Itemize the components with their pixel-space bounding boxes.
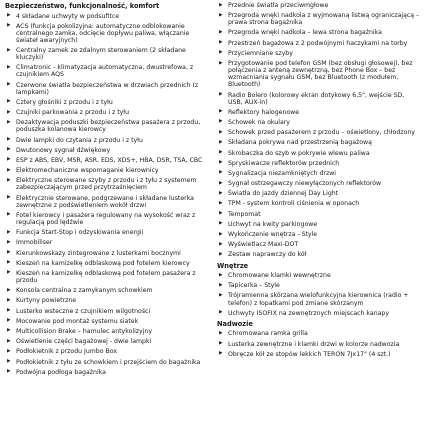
list-item-text: Chromowane klamki wewnętrzne (228, 272, 331, 280)
play-arrow-icon: ▶ (7, 239, 11, 245)
play-arrow-icon: ▶ (7, 82, 11, 88)
list-item (5, 239, 209, 246)
list-item-text: Spryskiwacze reflektorów przednich (228, 159, 340, 167)
list-item (5, 13, 209, 20)
play-arrow-icon: ▶ (219, 190, 223, 196)
list-item (5, 64, 209, 78)
list-item (217, 310, 420, 317)
list-item-text: Lusterka zewnętrzne i klamki drzwi w kolorze nadwozia (228, 340, 400, 348)
list-item-text: Lusterko wsteczne z czujnikiem wilgotności (16, 307, 151, 315)
list-item (217, 160, 420, 167)
list-item (217, 211, 420, 218)
list-item-text: Skrobaczka do szyb w pokrywie wlewu paliwa (228, 149, 370, 157)
list-item (5, 348, 209, 355)
list-item-text: Cztery głośniki z przodu i z tyłu (16, 98, 113, 106)
play-arrow-icon: ▶ (7, 287, 11, 293)
list-item (217, 40, 420, 47)
list-item-text: Elektryczne sterowane szyby z przodu i z tyłu z systemem zabezpieczającym przed przytrzaśnięciem (16, 177, 197, 192)
play-arrow-icon: ▶ (219, 282, 223, 288)
play-arrow-icon: ▶ (219, 119, 223, 125)
play-arrow-icon: ▶ (7, 109, 11, 115)
list-item-text: Fotel kierowcy i pasażera regulowany na wysokość wraz z regulacją pod lędźwie (16, 211, 196, 226)
play-arrow-icon: ▶ (7, 137, 11, 143)
play-arrow-icon: ▶ (7, 64, 11, 70)
list-item (5, 369, 209, 376)
play-arrow-icon: ▶ (219, 29, 223, 35)
list-item (217, 330, 420, 337)
list-item (217, 231, 420, 238)
list-item (5, 23, 209, 44)
list-item (217, 50, 420, 57)
list-item (217, 109, 420, 116)
list-item (217, 119, 420, 126)
list-item (217, 12, 420, 26)
list-item-text: Sygnalizacja niezamkniętych drzwi (228, 169, 337, 177)
list-item (5, 308, 209, 315)
play-arrow-icon: ▶ (219, 221, 223, 227)
play-arrow-icon: ▶ (219, 60, 223, 66)
play-arrow-icon: ▶ (7, 308, 11, 314)
list-item (5, 157, 209, 164)
list-item (5, 287, 209, 294)
list-item-text: Przednie światła przeciwmgłowe (228, 2, 329, 9)
list-item-text: Wyświetlacz Maxi-DOT (228, 241, 299, 249)
play-arrow-icon: ▶ (219, 241, 223, 247)
list-item-text: Kierunkowskazy zintegrowane z lusterkami bocznymi (16, 249, 181, 257)
list-item-text: Elektromechaniczne wspomaganie kierownicy (16, 167, 159, 175)
list-item (217, 341, 420, 348)
list-item-text: Chromowana ramka grilla (228, 330, 308, 338)
list-item-text: Tapicerka – Style (228, 282, 280, 290)
list-item-text: Multicollision Brake – hamulec antykolizyjny (16, 327, 153, 335)
list-item (217, 60, 420, 88)
play-arrow-icon: ▶ (7, 147, 11, 153)
play-arrow-icon: ▶ (7, 359, 11, 364)
interior-list (217, 272, 420, 317)
play-arrow-icon: ▶ (219, 2, 223, 8)
list-item-text: Kurtyny powietrzne (16, 297, 77, 305)
list-item (5, 47, 209, 61)
list-item-text: Mocowanie pod montaż systemu siatek (16, 317, 139, 325)
play-arrow-icon: ▶ (7, 23, 11, 29)
list-item (5, 338, 209, 345)
list-item (217, 190, 420, 197)
list-item-text: TPM - system kontroli ciśnienia w oponach (228, 200, 360, 208)
list-item (5, 297, 209, 304)
list-item-text: Podwójna podłoga bagażnika (16, 368, 106, 376)
play-arrow-icon: ▶ (219, 330, 223, 336)
list-item-text: 4 składane uchwyty w podsufitce (16, 12, 120, 20)
list-item (5, 137, 209, 144)
list-item-text: Przegroda wnęki nadkola z wyjmowaną listwą ograniczającą – prawa strona bagażnika (228, 12, 420, 27)
play-arrow-icon: ▶ (219, 50, 223, 56)
play-arrow-icon: ▶ (219, 160, 223, 166)
play-arrow-icon: ▶ (219, 211, 223, 217)
play-arrow-icon: ▶ (7, 47, 11, 53)
list-item (5, 212, 209, 226)
list-item-text: Zestaw naprawczy do kół (228, 251, 307, 259)
list-item (217, 241, 420, 248)
list-item (5, 147, 209, 154)
list-item-text: Dezaktywacja poduszki bezpieczeństwa pasażera z przodu, poduszka kolanowa kierowcy (16, 119, 201, 134)
play-arrow-icon: ▶ (7, 338, 11, 344)
list-item-text: Dwie lampki do czytania z przodu i z tyłu (16, 136, 143, 144)
play-arrow-icon: ▶ (219, 200, 223, 206)
list-item-text: Climatronic - klimatyzacja automatyczna, dwustrefowa, z czujnikiem AQS (16, 64, 194, 79)
list-item-text: Kieszeń na kamizelkę odblaskową pod fotelem kierowcy (16, 259, 190, 267)
play-arrow-icon: ▶ (219, 310, 223, 316)
play-arrow-icon: ▶ (7, 195, 11, 201)
list-item (217, 351, 420, 358)
play-arrow-icon: ▶ (7, 297, 11, 303)
list-item (217, 139, 420, 146)
play-arrow-icon: ▶ (219, 170, 223, 176)
list-item (5, 119, 209, 133)
play-arrow-icon: ▶ (219, 150, 223, 156)
list-item-text: Centralny zamek ze zdalnym sterowaniem (2 składane kluczyki) (16, 47, 186, 62)
list-item-text: Przegroda wnęki nadkola – lewa strona bagażnika (228, 29, 382, 37)
play-arrow-icon: ▶ (219, 92, 223, 97)
list-item (5, 359, 209, 366)
section-heading-body: Nadwozie (217, 319, 253, 328)
list-item (217, 272, 420, 279)
play-arrow-icon: ▶ (219, 180, 223, 186)
play-arrow-icon: ▶ (7, 13, 11, 18)
list-item-text: Dwutonowy sygnał dźwiękowy (16, 146, 111, 154)
list-item-text: Immobiliser (16, 239, 53, 247)
play-arrow-icon: ▶ (7, 157, 11, 163)
play-arrow-icon: ▶ (7, 318, 11, 324)
play-arrow-icon: ▶ (7, 212, 11, 218)
play-arrow-icon: ▶ (219, 109, 223, 115)
list-item-text: Podłokietnik z przodu Jumbo Box (16, 348, 117, 356)
safety-list-continued (217, 2, 420, 259)
list-item-text: Uchwyty ISOFIX na zewnętrznych miejscach kanapy (228, 309, 390, 317)
list-item-text: Światła do jazdy dziennej Day Light (228, 190, 339, 198)
play-arrow-icon: ▶ (7, 250, 11, 256)
list-item (217, 150, 420, 157)
list-item-text: Tempomat (228, 210, 261, 218)
left-column (5, 2, 209, 379)
list-item-text: Przestrzeń bagażowa z 2 podwójnymi haczykami na torby (228, 39, 408, 47)
section-heading-safety: Bezpieczeństwo, funkcjonalność, komfort (5, 2, 160, 10)
play-arrow-icon: ▶ (7, 348, 11, 354)
play-arrow-icon: ▶ (219, 129, 223, 135)
section-heading-interior: Wnętrze (217, 261, 249, 270)
play-arrow-icon: ▶ (7, 260, 11, 266)
list-item (5, 177, 209, 191)
list-item (5, 167, 209, 174)
play-arrow-icon: ▶ (7, 328, 11, 334)
list-item-text: Kieszeń na kamizelkę odblaskową pod fotelem pasażera z przodu (16, 269, 196, 284)
list-item (5, 250, 209, 257)
list-item-text: ESP z ABS, EBV, MSR, ASR, EDS, XDS+, HBA, DSR, TSA, CBC (16, 156, 203, 164)
list-item-text: Radio Bolero (kolorowy ekran dotykowy 6,5", wejście SD, USB, AUX-in) (228, 91, 405, 106)
list-item-text: Schowek na okulary (228, 118, 290, 126)
play-arrow-icon: ▶ (219, 251, 223, 257)
list-item-text: Przyciemniane szyby (228, 49, 293, 57)
list-item-text: Składana pokrywa nad przestrzenią bagażową (228, 139, 372, 147)
play-arrow-icon: ▶ (7, 99, 11, 105)
list-item (5, 318, 209, 325)
play-arrow-icon: ▶ (7, 177, 11, 183)
list-item-text: Czujniki parkowania z przodu i z tyłu (16, 109, 129, 117)
list-item-text: Funkcja Start-Stop i odzyskiwania energii (16, 229, 144, 237)
list-item (217, 251, 420, 258)
list-item (217, 282, 420, 289)
list-item (5, 195, 209, 209)
list-item-text: Konsola centralna z zamykanym schowkiem (16, 287, 153, 295)
list-item (217, 92, 420, 106)
list-item (217, 2, 420, 9)
play-arrow-icon: ▶ (219, 351, 223, 357)
list-item (217, 170, 420, 177)
list-item-text: Oświetlenie części bagażowej - dwie lampki (16, 338, 152, 346)
play-arrow-icon: ▶ (219, 231, 223, 237)
play-arrow-icon: ▶ (219, 341, 223, 347)
play-arrow-icon: ▶ (7, 229, 11, 235)
list-item-text: Schowek przed pasażerem z przodu – oświetlony, chłodzony (228, 129, 415, 137)
play-arrow-icon: ▶ (219, 272, 223, 278)
body-list (217, 330, 420, 357)
play-arrow-icon: ▶ (219, 12, 223, 18)
list-item (5, 109, 209, 116)
list-item (5, 99, 209, 106)
list-item-text: Trójramienna skórzana wielofunkcyjna kierownica (radio + telefon) z łopatkami pod zmiane skórzanym (228, 292, 409, 307)
safety-list (5, 13, 209, 376)
list-item-text: Sygnał ostrzegawczy niewyłączonych reflektorów (228, 180, 382, 188)
list-item (5, 82, 209, 96)
play-arrow-icon: ▶ (7, 119, 11, 125)
list-item-text: Czerwone światła bezpieczeństwa w drzwiach przednich (z lampkami) (16, 81, 199, 96)
play-arrow-icon: ▶ (219, 292, 223, 298)
list-item-text: Przygotowanie pod telefon GSM (bez obsługi głosowej), bez połączenia z anteną zewnętrzną, bez Phone Box – bez wzmacniania sygnału GSM, bez Bluetooth (z modułem, Bluetooth) (228, 60, 413, 89)
list-item (217, 221, 420, 228)
list-item-text: Elektrycznie sterowane, podgrzewane i składane lusterka zewnętrzne z podświetleniem wokół drzwi (16, 194, 194, 209)
list-item (217, 29, 420, 36)
list-item (217, 180, 420, 187)
list-item (5, 328, 209, 335)
list-item (5, 229, 209, 236)
play-arrow-icon: ▶ (219, 139, 223, 145)
list-item (217, 200, 420, 207)
list-item-text: Podłokietnik z tyłu ze schowkiem i przejściem do bagażnika (16, 358, 201, 366)
list-item-text: ACS (funkcja pokolizyjna: automatyczne odblokowanie centralnego zamka, odcięcie dopływu paliwa, włączanie świateł awaryjnych) (16, 22, 190, 44)
play-arrow-icon: ▶ (7, 270, 11, 276)
play-arrow-icon: ▶ (219, 40, 223, 46)
list-item-text: Uchwyt na kwity parkingowe (228, 220, 318, 228)
right-column (217, 2, 420, 361)
list-item (217, 292, 420, 306)
play-arrow-icon: ▶ (7, 167, 11, 173)
list-item (5, 260, 209, 267)
play-arrow-icon: ▶ (7, 369, 11, 375)
list-item (217, 129, 420, 136)
list-item (5, 270, 209, 284)
list-item-text: Obręcze kół ze stopów lekkich TERON 7Jx17" (4 szt.) (228, 350, 391, 358)
list-item-text: Reflektory halogenowe (228, 108, 300, 116)
list-item-text: Wykończenie wnętrza - Style (228, 231, 318, 239)
